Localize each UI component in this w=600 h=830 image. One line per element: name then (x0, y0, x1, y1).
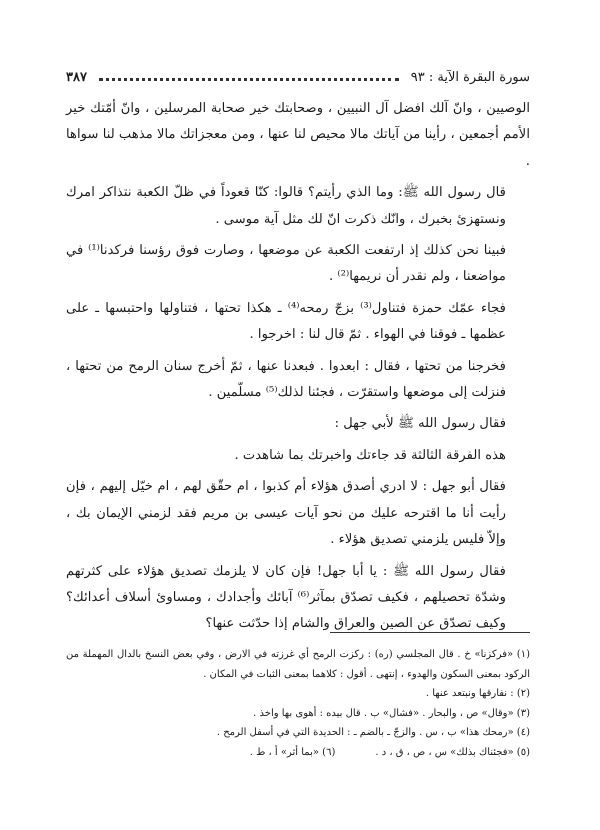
main-text (66, 96, 530, 638)
paragraph: فخرجنا من تحتها ، فقال : ابعدوا . فبعدنا عنها ، ثمّ أخرج سنان الرمح من تحتها ، فنزلت إلى موضعها واستقرّت ، فجئنا لذلك⁽⁵⁾ مسلّمين . (66, 358, 506, 401)
paragraph: قال رسول الله ﷺ: وما الذي رأيتم؟ قالوا: كنّا قعوداً في ظلّ الكعبة نتذاكر امرك ونستهزئ بخبرك ، وانّك ذكرت انّ لك مثل آية موسى . (66, 185, 506, 227)
footnote-separator (330, 632, 530, 633)
dotted-leader (99, 77, 399, 81)
page-number: ٣٨٧ (66, 69, 87, 85)
footnote: (٢) : نفارقها ونبتعد عنها . (425, 688, 530, 699)
paragraph: فقال أبو جهل : لا ادري أصدق هؤلاء أم كذبوا ، ام حقّق لهم ، ام خيّل إليهم ، فإن رأيت أنا ما اقترحه عليك من نحو آيات عيسى بن مريم فقد لزمني الإيمان بك ، وإلاّ فليس يلزمني تصديق هؤلاء . (66, 479, 506, 548)
footnote: (٦) «بما أثر» أ ، ط . (249, 746, 336, 758)
running-title: سورة البقرة الآية : ٩٣ (410, 69, 530, 85)
paragraph: فجاء عمّك حمزة فتناول⁽³⁾ بزجّ رمحه⁽⁴⁾ ـ هكذا تحتها ، فتناولها واحتبسها ـ على عظمها ـ فوقنا في الهواء . ثمّ قال لنا : اخرجوا . (66, 300, 506, 343)
paragraph: فقال رسول الله ﷺ : يا أبا جهل! فإن كان لا يلزمك تصديق هؤلاء على كثرتهم وشدّة تحصيلهم ، فكيف تصدّق بمآثر⁽⁶⁾ آبائك وأجدادك ، ومساوئ أسلاف أعدائك؟ وكيف تصدّق عن الصين والعراق والشام إذا حدّثت عنها؟ (66, 563, 506, 632)
paragraph: فقال رسول الله ﷺ لأبي جهل : (334, 416, 506, 432)
footnote: (٥) «فجئناك بذلك» س ، ص ، ق ، د . (375, 746, 530, 758)
paragraph: الوصيين ، وانّ آلك افضل آل النبيين ، وصحابتك خير صحابة المرسلين ، وانّ أمّتك خير الأمم أجمعين ، رأينا من آياتك مالا محيص لنا عنها ، ومن معجزاتك مالا مذهب لنا سواها . (66, 101, 530, 169)
paragraph: فبينا نحن كذلك إذ ارتفعت الكعبة عن موضعها ، وصارت فوق رؤسنا فركدنا⁽¹⁾ في مواضعنا ، ولم نقدر أن نريمها⁽²⁾ . (66, 243, 506, 285)
footnote: (١) «فركزنا» خ . قال المجلسي (ره) : ركزت الرمح أي غرزته في الارض ، وفي بعض النسخ بالدال المهملة من الركود بمعنى السكون والهدوء ، إنتهى . أقول : كلاهما بمعنى الثبات في المكان . (66, 649, 530, 680)
footnote: (٤) «رمحك هذا» ب ، س . والزجّ ـ بالضم ـ : الحديدة التي في أسفل الرمح . (216, 727, 530, 738)
page-header (66, 66, 530, 88)
paragraph: هذه الفرقة الثالثة قد جاءتك واخبرتك بما شاهدت . (234, 447, 506, 463)
footnote: (٣) «وقال» ص ، والبحار . «فشال» ب . قال بيده : أهوى بها واخذ . (253, 707, 530, 719)
footnotes (66, 645, 530, 762)
footnote-row (66, 743, 530, 763)
